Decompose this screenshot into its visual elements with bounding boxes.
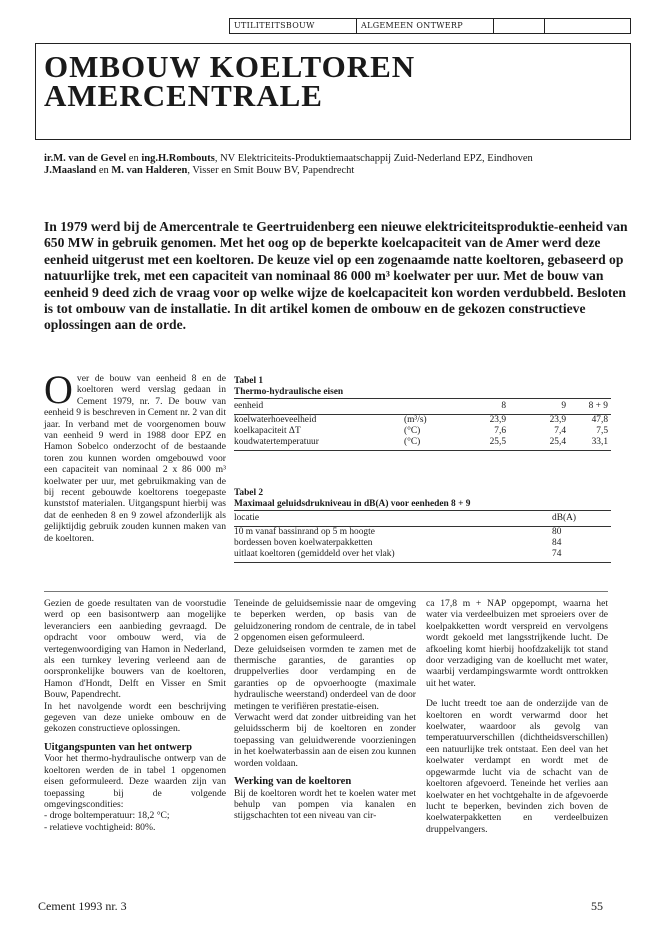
table-row <box>234 527 611 538</box>
author-line-2 <box>44 165 629 177</box>
body-paragraph: Gezien de goede resultaten van de voorstudie werd op een basisontwerp aan mogelijke leveranciers een aanbieding gevraagd. De opdracht voor ombouw werd, via de vertegenwoordiging van Hamon in Nederland, als een turnkey levering verleend aan de oorspronkelijke bouwers van de koeltoren, Hamon d'Hondt, Delft en Visser en Smit Bouw, Papendrecht. <box>44 598 226 701</box>
body-paragraph: De lucht treedt toe aan de onderzijde van de koeltoren en wordt verwarmd door het koelwater, waardoor als gevolg van temperatuurverschillen (dichtheidsverschillen) een natuurlijke trek ontstaat. Een deel van het koelwater verdampt en wordt met de opgewarmde lucht via de schacht van de koeltoren afgevoerd. Teneinde het verlies aan koelwater en het vochtgehalte in de afgevoerde lucht te beperken, bevinden zich boven de koelwaterpakketten en verdeelbuizen druppelvangers. <box>426 698 608 835</box>
table-row <box>234 415 611 426</box>
title-line-1: OMBOUW KOELTOREN <box>44 49 416 84</box>
body-paragraph: In het navolgende wordt een beschrijving gegeven van deze unieke ombouw en de gekozen constructieve oplossingen. <box>44 700 226 735</box>
table-cell: (°C) <box>404 426 421 436</box>
body-paragraph: ca 17,8 m + NAP opgepompt, waarna het water via verdeelbuizen met sproeiers over de koelpakketten wordt verspreid en vervolgens wordt gekoeld met langsstrijkende lucht. De afkoeling komt hierbij hoofdzakelijk tot stand door verzadiging van de koellucht met water, waarbij verdampingswarmte wordt onttrokken uit het water. <box>426 598 608 689</box>
table-cell: 80 <box>552 527 562 537</box>
table-row <box>234 437 611 448</box>
header-cell: 8 <box>501 401 506 411</box>
table-cell: uitlaat koeltoren (gemiddeld over het vlak) <box>234 549 395 559</box>
table-cell: 25,5 <box>489 437 506 447</box>
body-paragraph: Teneinde de geluidsemissie naar de omgeving te beperken werden, op basis van de geluidzonering rondom de centrale, de in tabel 2 opgenomen eisen geformuleerd. <box>234 598 416 644</box>
tag-algemeen-ontwerp: ALGEMEEN ONTWERP <box>357 19 494 33</box>
intro-paragraph: In 1979 werd bij de Amercentrale te Geertruidenberg een nieuwe elektriciteitsproduktie-eenheid van 650 MW in gebruik genomen. Met het oog op de beperkte koelcapaciteit van de Amer werd deze eenheid uitgerust met een koeltoren. De keuze viel op een zogenaamde natte koeltoren, gebaseerd op natuurlijke trek, met een capaciteit van nominaal 86 000 m³ koelwater per uur. Met de bouw van eenheid 9 deed zich de vraag voor op welke wijze de koelcapaciteit kon worden verdubbeld. Besloten is tot ombouw van de installatie. In dit artikel komen de ombouw en de gekozen constructieve oplossingen aan de orde. <box>44 219 628 333</box>
table-1 <box>234 376 611 451</box>
table-row <box>234 549 611 560</box>
table-cell: 7,6 <box>494 426 506 436</box>
author-conj: en <box>126 153 142 164</box>
column-3 <box>426 598 608 835</box>
table-cell: (m³/s) <box>404 415 427 425</box>
article-title <box>44 49 416 113</box>
table-cell: 84 <box>552 538 562 548</box>
table-header-row <box>234 401 611 412</box>
table-cell: 23,9 <box>489 415 506 425</box>
section-divider <box>44 591 608 592</box>
author-affiliation: , Visser en Smit Bouw BV, Papendrecht <box>187 165 355 176</box>
table-rule <box>234 562 611 563</box>
list-item: - droge boltemperatuur: 18,2 °C; <box>44 810 170 822</box>
category-tag-bar <box>229 18 631 34</box>
table-rule <box>234 510 611 511</box>
column-2 <box>234 598 416 822</box>
body-paragraph: Bij de koeltoren wordt het te koelen water met behulp van pompen via kanalen en stijgschachten tot een niveau van cir- <box>234 787 416 822</box>
drop-cap: O <box>44 367 73 412</box>
table-cell: 74 <box>552 549 562 559</box>
table-cell: 7,5 <box>596 426 608 436</box>
section-heading: Werking van de koeltoren <box>234 776 352 788</box>
table-cell: 23,9 <box>549 415 566 425</box>
author-name: ir.M. van de Gevel <box>44 153 127 164</box>
table-cell: 7,4 <box>554 426 566 436</box>
author-affiliation: , NV Elektriciteits-Produktiemaatschappij Zuid-Nederland EPZ, Eindhoven <box>214 153 533 164</box>
tag-utiliteitsbouw: UTILITEITSBOUW <box>230 19 357 33</box>
author-name: J.Maasland <box>44 165 97 176</box>
header-cell: eenheid <box>234 401 264 411</box>
table-rule <box>234 398 611 399</box>
header-cell: locatie <box>234 513 259 523</box>
header-cell: dB(A) <box>552 513 576 523</box>
table-cell: bordessen boven koelwaterpakketten <box>234 538 373 548</box>
table-cell: 25,4 <box>549 437 566 447</box>
table-cell: 10 m vanaf bassinrand op 5 m hoogte <box>234 527 375 537</box>
table-header-row <box>234 513 611 524</box>
column-1-top <box>44 367 226 544</box>
tag-empty-2 <box>545 19 630 33</box>
table-cell: 33,1 <box>591 437 608 447</box>
footer-journal: Cement 1993 nr. 3 <box>38 899 127 913</box>
table-cell: koudwatertemperatuur <box>234 437 319 447</box>
column-1 <box>44 598 226 833</box>
page-number: 55 <box>591 899 603 913</box>
table-2-label: Tabel 2 <box>234 488 264 498</box>
body-paragraph: Verwacht werd dat zonder uitbreiding van het geluidsscherm bij de koeltoren en zonder toepassing van geluidwerende voorzieningen in het koelwaterbassin aan de eisen zou kunnen worden voldaan. <box>234 712 416 769</box>
body-paragraph: Voor het thermo-hydraulische ontwerp van de koeltoren werden de in tabel 1 opgenomen eisen geformuleerd. Deze waarden zijn van toepassing bij de volgende omgevingscondities: <box>44 753 226 810</box>
header-cell <box>404 401 450 412</box>
table-1-caption: Thermo-hydraulische eisen <box>234 387 344 397</box>
header-cell: 9 <box>561 401 566 411</box>
section-heading: Uitgangspunten van het ontwerp <box>44 741 193 753</box>
tag-empty-1 <box>494 19 545 33</box>
opening-paragraph: ver de bouw van eenheid 8 en de koeltoren werd verslag gedaan in Cement 1979, nr. 7. De bouw van eenheid 9 is beschreven in Cement nr. 2 van dit jaar. In verband met de voorgenomen bouw van eenheid 9 werd in 1988 door EPZ en Hamon Sobelco onderzocht of de bestaande toren zou kunnen worden omgebouwd voor een capaciteit van nominaal 2 x 86 000 m³ koelwater per uur, met gebruikmaking van de bij recent gebouwde koeltorens toegepaste kunststof materialen. Uitgangspunt hierbij was dat de eenheden 8 en 9 zowel afzonderlijk als gelijktijdig gebruik zouden kunnen maken van de koeltoren. <box>44 373 226 544</box>
table-2-caption: Maximaal geluidsdrukniveau in dB(A) voor eenheden 8 + 9 <box>234 499 471 509</box>
author-line-1 <box>44 153 629 165</box>
title-line-2: AMERCENTRALE <box>44 78 323 113</box>
author-block <box>44 153 629 177</box>
table-2 <box>234 488 611 563</box>
author-conj: en <box>96 165 112 176</box>
body-paragraph: Deze geluidseisen vormden te zamen met de thermische garanties, de garanties op druppelverlies door verdamping en de garanties op de opvoerhoogte (maximale hydraulische weerstand) onderdeel van de door metingen te verifiëren prestatie-eisen. <box>234 643 416 712</box>
table-cell: (°C) <box>404 437 421 447</box>
table-cell: koelwaterhoeveelheid <box>234 415 317 425</box>
table-cell: koelkapaciteit ΔT <box>234 426 301 436</box>
table-row <box>234 426 611 437</box>
author-name: ing.H.Rombouts <box>141 153 215 164</box>
table-row <box>234 538 611 549</box>
table-rule <box>234 450 611 451</box>
header-cell: 8 + 9 <box>588 401 608 411</box>
author-name: M. van Halderen <box>111 165 188 176</box>
table-cell: 47,8 <box>591 415 608 425</box>
list-item: - relatieve vochtigheid: 80%. <box>44 821 156 833</box>
table-1-label: Tabel 1 <box>234 376 264 386</box>
